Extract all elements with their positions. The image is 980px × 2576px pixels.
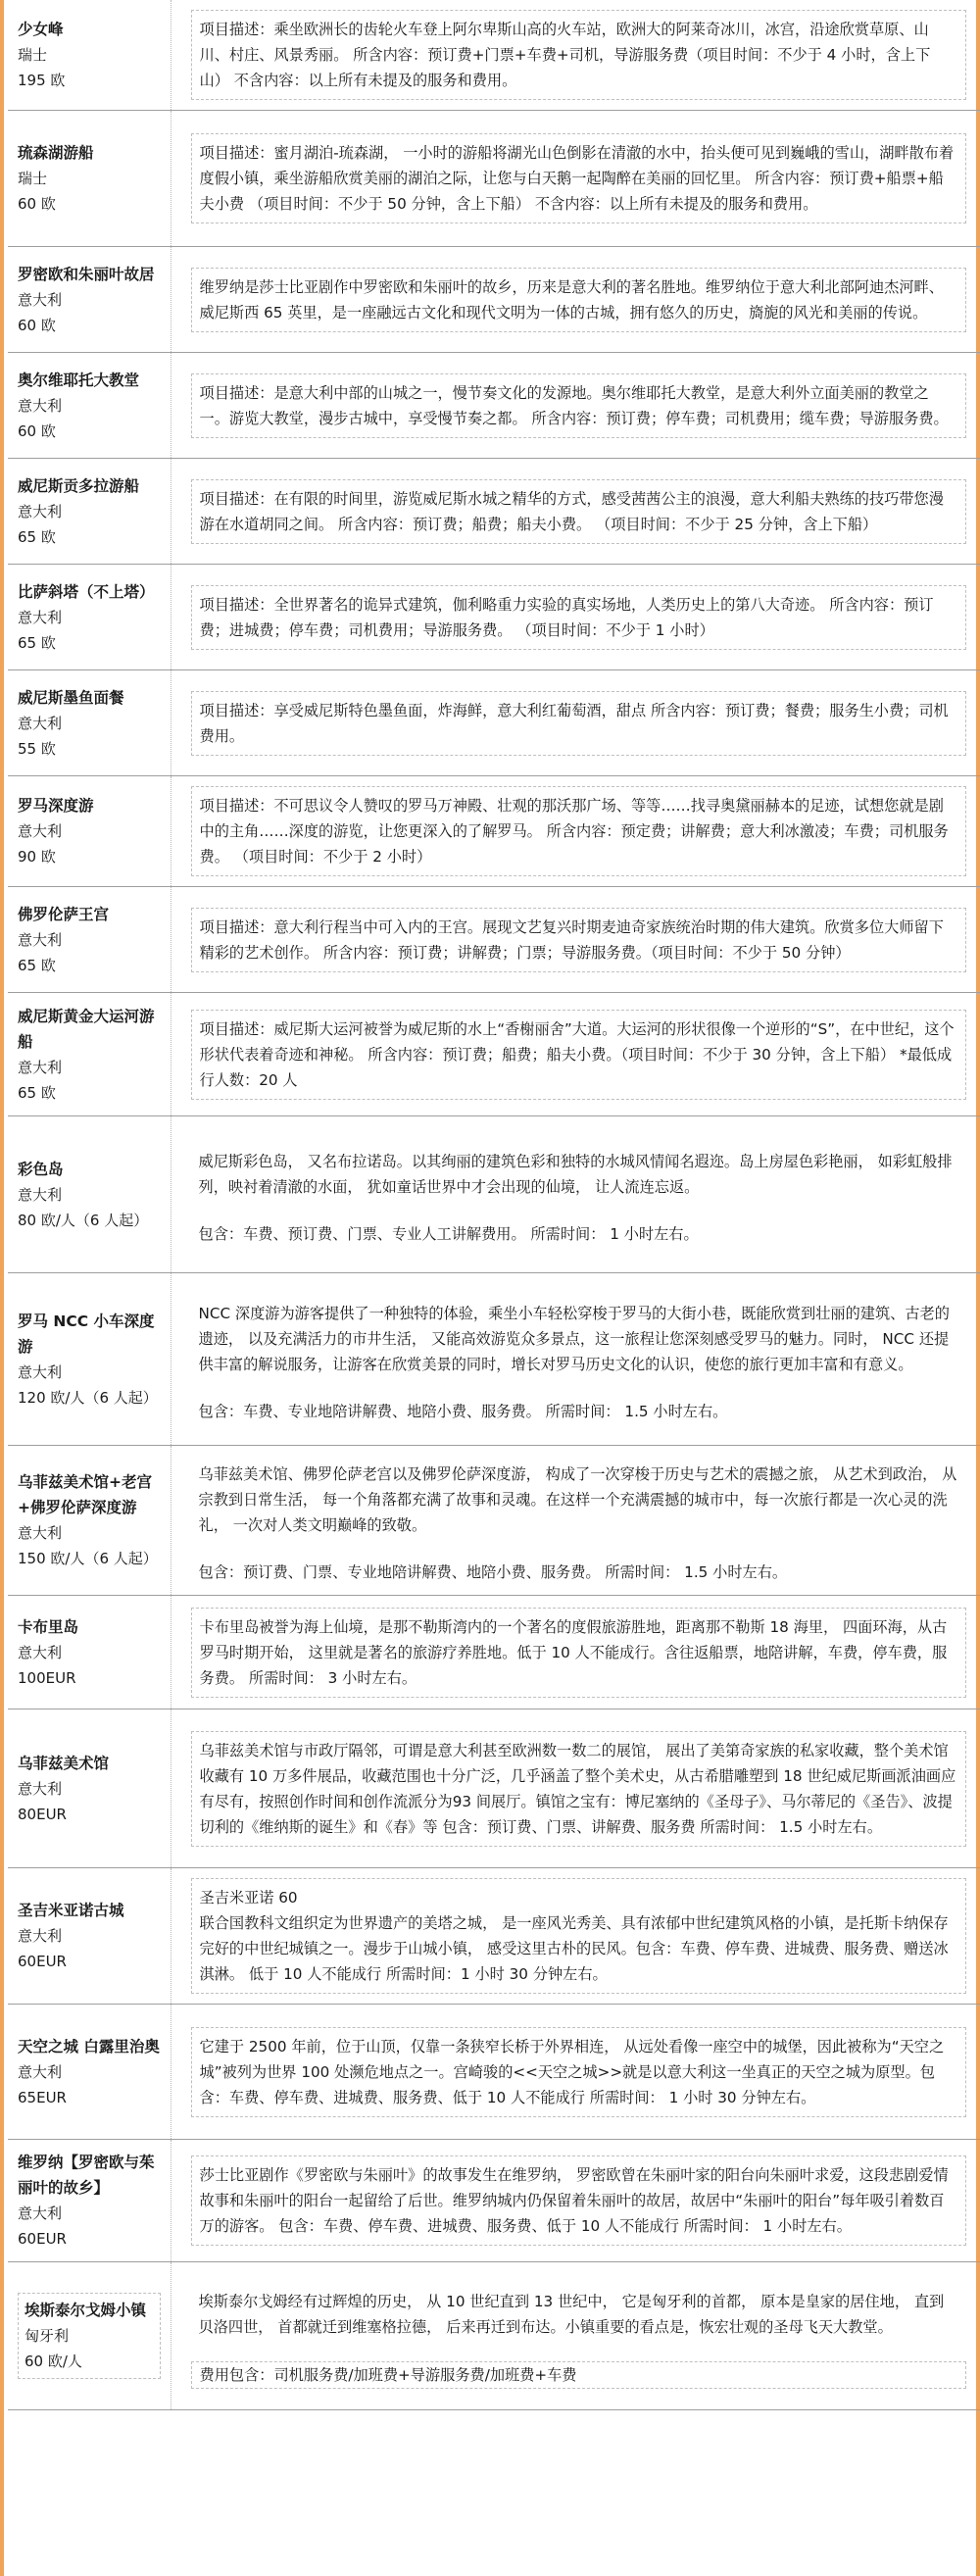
item-info-cell bbox=[8, 353, 171, 459]
item-description-cell bbox=[171, 1596, 980, 1709]
item-name: 比萨斜塔（不上塔） bbox=[18, 582, 155, 601]
item-info-cell bbox=[8, 2005, 171, 2140]
item-info bbox=[18, 2150, 161, 2252]
item-info-cell bbox=[8, 1709, 171, 1868]
item-info bbox=[18, 140, 161, 217]
tour-table bbox=[8, 0, 980, 2410]
item-name: 罗马 NCC 小车深度游 bbox=[18, 1312, 155, 1356]
item-description bbox=[191, 373, 967, 438]
item-price: 120 欧/人（6 人起） bbox=[18, 1388, 158, 1407]
table-row bbox=[8, 1116, 980, 1273]
item-description-text: 维罗纳是莎士比亚剧作中罗密欧和朱丽叶的故乡，历来是意大利的著名胜地。维罗纳位于意大利北部阿迪杰河畔、威尼斯西 65 英里，是一座融远古文化和现代文明为一体的古城，拥有悠久的历史，旖旎的风光和美丽的传说。 bbox=[199, 277, 944, 322]
item-info-cell bbox=[8, 1868, 171, 2005]
item-name: 乌菲兹美术馆 bbox=[18, 1754, 110, 1772]
item-country: 意大利 bbox=[18, 1185, 63, 1204]
item-info-cell bbox=[8, 0, 171, 111]
table-row bbox=[8, 459, 980, 565]
item-description bbox=[191, 1143, 967, 1206]
item-price: 150 欧/人（6 人起） bbox=[18, 1550, 158, 1567]
item-price: 60EUR bbox=[18, 2230, 67, 2248]
item-info bbox=[18, 1614, 161, 1691]
item-description bbox=[191, 268, 967, 332]
item-country: 意大利 bbox=[18, 1524, 63, 1542]
item-description-cell bbox=[171, 111, 980, 247]
item-info-cell bbox=[8, 993, 171, 1116]
table-row bbox=[8, 111, 980, 247]
item-name: 卡布里岛 bbox=[18, 1617, 79, 1636]
item-inclusions: 包含：车费、专业地陪讲解费、地陪小费、服务费。 所需时间： 1.5 小时左右。 bbox=[198, 1402, 728, 1420]
item-description-cell bbox=[171, 887, 980, 993]
item-info-cell bbox=[8, 1273, 171, 1446]
item-info bbox=[18, 2034, 161, 2110]
item-description-cell bbox=[171, 776, 980, 887]
item-description-cell bbox=[171, 247, 980, 353]
item-description bbox=[191, 1456, 967, 1544]
item-description-cell bbox=[171, 2140, 980, 2262]
item-inclusions: 费用包含：司机服务费/加班费+导游服务费/加班费+车费 bbox=[191, 2361, 967, 2389]
item-description-text: 项目描述：全世界著名的诡异式建筑，伽利略重力实验的真实场地，人类历史上的第八大奇迹。 所含内容：预订费；进城费；停车费；司机费用；导游服务费。 （项目时间：不少于 1 小时） bbox=[199, 595, 934, 639]
table-row bbox=[8, 670, 980, 776]
item-info-cell bbox=[8, 1596, 171, 1709]
table-row bbox=[8, 353, 980, 459]
item-info-cell bbox=[8, 1116, 171, 1273]
item-description bbox=[191, 1608, 967, 1698]
item-description-text: 卡布里岛被誉为海上仙境，是那不勒斯湾内的一个著名的度假旅游胜地，距离那不勒斯 18 海里， 四面环海，从古罗马时期开始， 这里就是著名的旅游疗养胜地。低于 10 人不能成行。含往返船票，地陪讲解，车费，停车费，服务费。 所需时间： 3 小时左右。 bbox=[199, 1617, 948, 1687]
item-info-cell bbox=[8, 111, 171, 247]
item-price: 65 欧 bbox=[18, 633, 56, 652]
item-info bbox=[18, 2293, 161, 2379]
item-price: 195 欧 bbox=[18, 72, 66, 89]
item-description-text: 项目描述：不可思议令人赞叹的罗马万神殿、壮观的那沃那广场、等等……找寻奥黛丽赫本的足迹，试想您就是剧中的主角……深度的游览，让您更深入的了解罗马。 所含内容：预定费；讲解费；意大利冰激凌；车费；司机服务费。 （项目时间：不少于 2 小时） bbox=[199, 797, 949, 866]
item-country: 意大利 bbox=[18, 290, 63, 309]
item-description-cell bbox=[171, 1709, 980, 1868]
item-description bbox=[191, 479, 967, 544]
item-price: 55 欧 bbox=[18, 739, 56, 758]
item-description-cell bbox=[171, 670, 980, 776]
table-row bbox=[8, 1709, 980, 1868]
item-info bbox=[18, 473, 161, 550]
item-info-cell bbox=[8, 565, 171, 670]
item-description-cell bbox=[171, 2005, 980, 2140]
item-info bbox=[18, 902, 161, 978]
item-description-text: 项目描述：威尼斯大运河被誉为威尼斯的水上“香榭丽舍”大道。大运河的形状很像一个逆形的“S”，在中世纪，这个形状代表着奇迹和神秘。 所含内容：预订费；船费；船夫小费。（项目时间：不少于 30 分钟，含上下船） *最低成行人数：20 人 bbox=[199, 1019, 955, 1089]
table-row bbox=[8, 247, 980, 353]
item-country: 匈牙利 bbox=[24, 2327, 70, 2345]
item-price: 65 欧 bbox=[18, 527, 56, 546]
item-description-cell bbox=[171, 353, 980, 459]
item-description bbox=[191, 585, 967, 650]
item-info-cell bbox=[8, 887, 171, 993]
table-row bbox=[8, 1446, 980, 1596]
item-description bbox=[191, 1295, 967, 1383]
table-row bbox=[8, 2262, 980, 2410]
item-info bbox=[18, 1157, 161, 1233]
table-row bbox=[8, 776, 980, 887]
item-info bbox=[18, 1469, 161, 1571]
item-info bbox=[18, 685, 161, 762]
item-description-cell bbox=[171, 1116, 980, 1273]
table-row bbox=[8, 993, 980, 1116]
item-country: 意大利 bbox=[18, 1779, 63, 1798]
item-name: 佛罗伦萨王宫 bbox=[18, 905, 110, 923]
item-info bbox=[18, 17, 161, 93]
table-row bbox=[8, 1596, 980, 1709]
item-subtitle: 圣吉米亚诺 60 bbox=[199, 1889, 298, 1907]
item-info-cell bbox=[8, 2262, 171, 2410]
item-inclusions: 包含：预订费、门票、专业地陪讲解费、地陪小费、服务费。 所需时间： 1.5 小时左右。 bbox=[198, 1563, 788, 1581]
item-price: 65 欧 bbox=[18, 956, 56, 974]
item-country: 意大利 bbox=[18, 502, 63, 520]
item-price: 60 欧 bbox=[18, 421, 56, 440]
table-row bbox=[8, 2140, 980, 2262]
item-name: 威尼斯黄金大运河游船 bbox=[18, 1007, 155, 1051]
item-name: 乌菲兹美术馆+老宫+佛罗伦萨深度游 bbox=[18, 1473, 152, 1516]
item-price: 100EUR bbox=[18, 1668, 76, 1687]
item-price: 60 欧 bbox=[18, 316, 56, 334]
item-description bbox=[191, 1878, 967, 1994]
item-name: 罗密欧和朱丽叶故居 bbox=[18, 265, 155, 283]
item-description bbox=[191, 691, 967, 756]
item-description-text: 项目描述：是意大利中部的山城之一，慢节奏文化的发源地。奥尔维耶托大教堂，是意大利外立面美丽的教堂之一。游览大教堂，漫步古城中，享受慢节奏之都。 所含内容：预订费；停车费；司机费用；缆车费；导游服务费。 bbox=[199, 383, 949, 427]
item-country: 意大利 bbox=[18, 2204, 63, 2222]
item-country: 意大利 bbox=[18, 608, 63, 626]
item-country: 意大利 bbox=[18, 714, 63, 732]
item-inclusions: 包含：车费、预订费、门票、专业人工讲解费用。 所需时间： 1 小时左右。 bbox=[198, 1224, 699, 1243]
item-description-text: 项目描述：乘坐欧洲长的齿轮火车登上阿尔卑斯山高的火车站，欧洲大的阿莱奇冰川，冰宫，沿途欣赏草原、山川、村庄、风景秀丽。 所含内容：预订费+门票+车费+司机，导游服务费（项目时间：不少于 4 小时，含上下山） 不含内容：以上所有未提及的服务和费用。 bbox=[199, 21, 931, 89]
item-info bbox=[18, 262, 161, 338]
item-description-cell bbox=[171, 1273, 980, 1446]
item-description-text: NCC 深度游为游客提供了一种独特的体验，乘坐小车轻松穿梭于罗马的大街小巷，既能欣赏到壮丽的建筑、古老的遗迹， 以及充满活力的市井生活， 又能高效游览众多景点，这一旅程让您深刻感受罗马的魅力。同时， NCC 还提供丰富的解说服务，让游客在欣赏美景的同时，增长对罗马历史文化的认识，使您的旅行更加丰富和有意义。 bbox=[198, 1304, 950, 1373]
item-country: 瑞士 bbox=[18, 170, 48, 187]
table-row bbox=[8, 1273, 980, 1446]
table-row bbox=[8, 2005, 980, 2140]
item-country: 意大利 bbox=[18, 2062, 63, 2081]
item-description bbox=[191, 1731, 967, 1847]
item-country: 意大利 bbox=[18, 822, 63, 840]
item-price: 80EUR bbox=[18, 1805, 67, 1823]
item-description-cell bbox=[171, 993, 980, 1116]
table-row bbox=[8, 565, 980, 670]
item-description-text: 项目描述：意大利行程当中可入内的王宫。展现文艺复兴时期麦迪奇家族统治时期的伟大建筑。欣赏多位大师留下精彩的艺术创作。 所含内容：预订费；讲解费；门票；导游服务费。（项目时间：不少于 50 分钟） bbox=[199, 917, 944, 962]
item-country: 意大利 bbox=[18, 1927, 63, 1945]
item-price: 90 欧 bbox=[18, 848, 56, 866]
item-info-cell bbox=[8, 247, 171, 353]
item-description bbox=[191, 2155, 967, 2246]
item-description-text: 项目描述：享受威尼斯特色墨鱼面，炸海鲜，意大利红葡萄酒，甜点 所含内容：预订费；餐费；服务生小费；司机费用。 bbox=[199, 701, 949, 745]
item-country: 意大利 bbox=[18, 1643, 63, 1661]
item-country: 意大利 bbox=[18, 396, 63, 415]
item-name: 威尼斯墨鱼面餐 bbox=[18, 688, 124, 707]
item-name: 圣吉米亚诺古城 bbox=[18, 1902, 124, 1919]
item-description-cell bbox=[171, 0, 980, 111]
item-info bbox=[18, 1898, 161, 1974]
item-description bbox=[191, 786, 967, 876]
item-country: 瑞士 bbox=[18, 46, 48, 64]
item-name: 埃斯泰尔戈姆小镇 bbox=[24, 2302, 147, 2319]
item-name: 彩色岛 bbox=[18, 1160, 64, 1178]
item-description bbox=[191, 908, 967, 972]
item-description-text: 乌菲兹美术馆、佛罗伦萨老宫以及佛罗伦萨深度游， 构成了一次穿梭于历史与艺术的震撼之旅， 从艺术到政治， 从宗教到日常生活， 每一个角落都充满了故事和灵魂。在这样一个充满震撼的城市中，每一次旅行都是一次心灵的洗礼， 一次对人类文明巅峰的致敬。 bbox=[198, 1465, 957, 1534]
item-name: 天空之城 白露里治奥 bbox=[18, 2037, 160, 2056]
item-description bbox=[191, 133, 967, 223]
item-info-cell bbox=[8, 776, 171, 887]
item-info bbox=[18, 368, 161, 444]
item-description-text: 项目描述：在有限的时间里，游览威尼斯水城之精华的方式，感受茜茜公主的浪漫，意大利船夫熟练的技巧带您漫游在水道胡同之间。 所含内容：预订费；船费；船夫小费。 （项目时间：不少于 25 分钟，含上下船） bbox=[199, 489, 944, 533]
item-description-cell bbox=[171, 565, 980, 670]
item-info bbox=[18, 1751, 161, 1827]
item-name: 维罗纳【罗密欧与茱丽叶的故乡】 bbox=[18, 2154, 155, 2197]
item-info-cell bbox=[8, 1446, 171, 1596]
item-description-text: 联合国教科文组织定为世界遗产的美塔之城， 是一座风光秀美、具有浓郁中世纪建筑风格的小镇，是托斯卡纳保存完好的中世纪城镇之一。漫步于山城小镇， 感受这里古朴的民风。包含：车费、停车费、进城费、服务费、赠送冰淇淋。 低于 10 人不能成行 所需时间：1 小时 30 分钟左右。 bbox=[199, 1914, 949, 1983]
table-row bbox=[8, 0, 980, 111]
item-description-text: 莎士比亚剧作《罗密欧与朱丽叶》的故事发生在维罗纳， 罗密欧曾在朱丽叶家的阳台向朱丽叶求爱，这段悲剧爱情故事和朱丽叶的阳台一起留给了后世。维罗纳城内仍保留着朱丽叶的故居，故居中“朱丽叶的阳台”每年吸引着数百万的游客。 包含：车费、停车费、进城费、服务费、低于 10 人不能成行 所需时间： 1 小时左右。 bbox=[199, 2166, 949, 2235]
item-description-cell bbox=[171, 459, 980, 565]
item-description-text: 埃斯泰尔戈姆经有过辉煌的历史， 从 10 世纪直到 13 世纪中， 它是匈牙利的首都， 原本是皇家的居住地， 直到贝洛四世， 首都就迁到维塞格拉德， 后来再迁到布达。小镇重要的看点是，恢宏壮观的圣母飞天大教堂。 bbox=[198, 2293, 945, 2336]
item-description-cell bbox=[171, 1868, 980, 2005]
item-description-text: 项目描述：蜜月湖泊-琉森湖， 一小时的游船将湖光山色倒影在清澈的水中，抬头便可见到巍峨的雪山，湖畔散布着度假小镇，乘坐游船欣赏美丽的湖泊之际，让您与白天鹅一起陶醉在美丽的回忆里。 所含内容：预订费+船票+船夫小费 （项目时间：不少于 50 分钟，含上下船） 不含内容：以上所有未提及的服务和费用。 bbox=[199, 144, 955, 213]
item-name: 威尼斯贡多拉游船 bbox=[18, 476, 140, 495]
item-name: 罗马深度游 bbox=[18, 797, 94, 815]
item-price: 60 欧 bbox=[18, 195, 56, 213]
item-name: 琉森湖游船 bbox=[18, 144, 94, 162]
item-price: 60 欧/人 bbox=[24, 2353, 82, 2370]
item-info-cell bbox=[8, 459, 171, 565]
item-info bbox=[18, 579, 161, 656]
item-name: 少女峰 bbox=[18, 21, 64, 38]
item-price: 60EUR bbox=[18, 1953, 67, 1970]
item-description-text: 威尼斯彩色岛， 又名布拉诺岛。以其绚丽的建筑色彩和独特的水城风情闻名遐迩。岛上房屋色彩艳丽， 如彩虹般排列，映衬着清澈的水面， 犹如童话世界中才会出现的仙境， 让人流连忘返。 bbox=[198, 1152, 953, 1196]
item-country: 意大利 bbox=[18, 1362, 63, 1381]
item-info-cell bbox=[8, 2140, 171, 2262]
table-row bbox=[8, 887, 980, 993]
item-info-cell bbox=[8, 670, 171, 776]
item-description bbox=[191, 1010, 967, 1100]
item-description bbox=[191, 10, 967, 100]
item-description-text: 乌菲兹美术馆与市政厅隔邻，可谓是意大利甚至欧洲数一数二的展馆， 展出了美第奇家族的私家收藏，整个美术馆收藏有 10 万多件展品，收藏范围也十分广泛，几乎涵盖了整个美术史，从古希腊雕塑到 18 世纪威尼斯画派油画应有尽有，按照创作时间和创作流派分为93 间展厅。镇馆之宝有：博尼塞纳的《圣母子》、马尔蒂尼的《圣告》、波提切利的《维纳斯的诞生》和《春》等 包含：预订费、门票、讲解费、服务费 所需时间： 1.5 小时左右。 bbox=[199, 1741, 956, 1836]
item-country: 意大利 bbox=[18, 1058, 63, 1076]
item-country: 意大利 bbox=[18, 930, 63, 949]
item-info bbox=[18, 1004, 161, 1106]
item-description-cell bbox=[171, 1446, 980, 1596]
item-price: 65 欧 bbox=[18, 1083, 56, 1102]
item-description bbox=[191, 2027, 967, 2117]
item-info bbox=[18, 1309, 161, 1411]
table-row bbox=[8, 1868, 980, 2005]
item-description-text: 它建于 2500 年前，位于山顶，仅靠一条狭窄长桥于外界相连， 从远处看像一座空中的城堡，因此被称为“天空之城”被列为世界 100 处濒危地点之一。宫崎骏的<<天空之城>>就是以意大利这一坐真正的天空之城为原型。包含：车费、停车费、进城费、服务费、低于 10 人不能成行 所需时间： 1 小时 30 分钟左右。 bbox=[199, 2037, 945, 2106]
item-price: 80 欧/人（6 人起） bbox=[18, 1211, 149, 1229]
item-price: 65EUR bbox=[18, 2088, 67, 2106]
item-description-cell bbox=[171, 2262, 980, 2410]
item-info bbox=[18, 793, 161, 869]
item-description bbox=[191, 2283, 967, 2346]
item-name: 奥尔维耶托大教堂 bbox=[18, 371, 140, 389]
